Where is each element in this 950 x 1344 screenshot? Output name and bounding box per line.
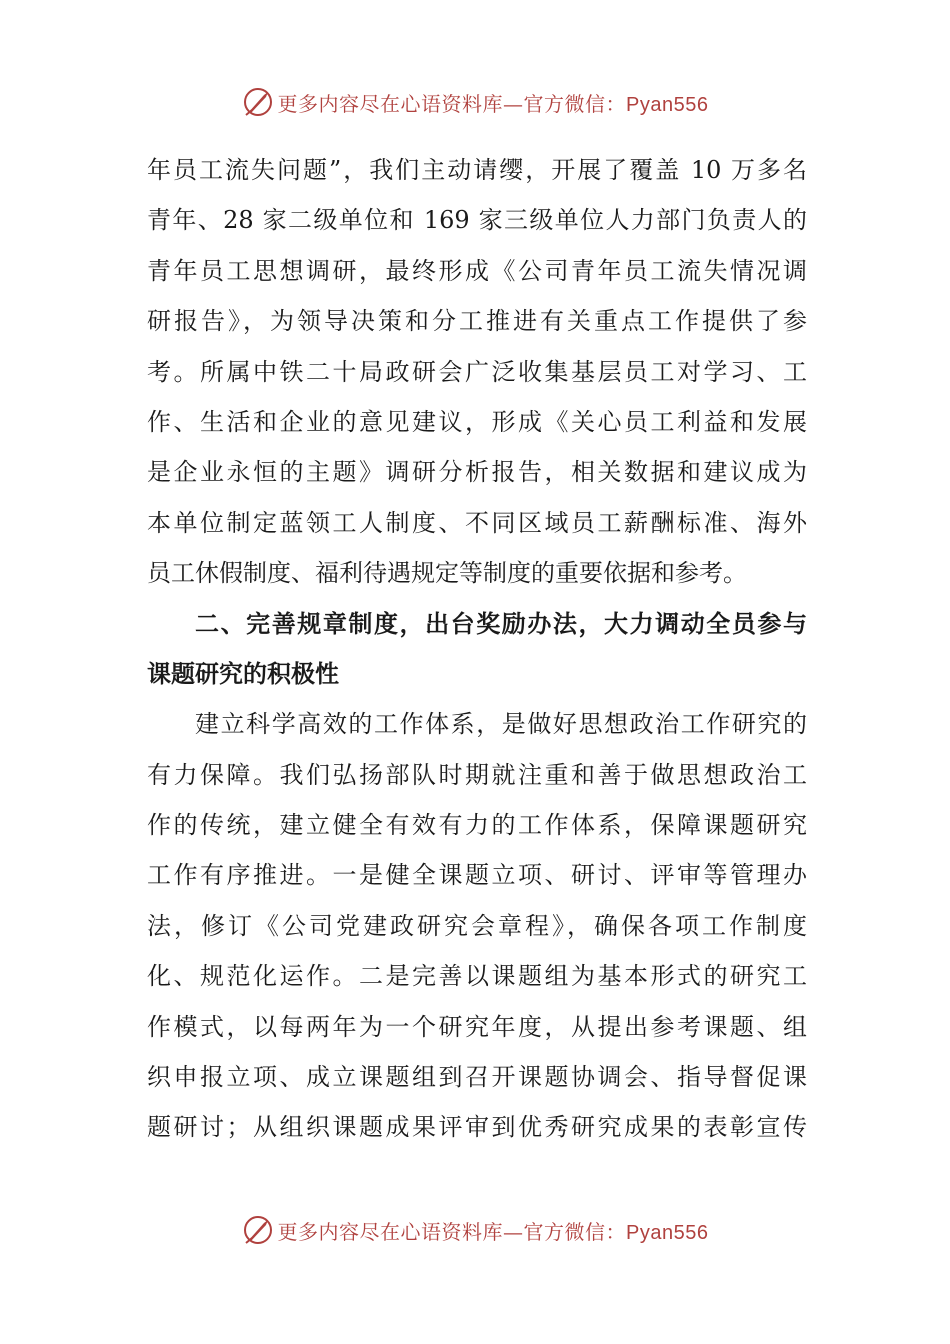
footer-watermark-banner — [0, 1210, 950, 1250]
body-line: 作的传统，建立健全有效有力的工作体系，保障课题研究 — [147, 811, 807, 840]
body-line: 织申报立项、成立课题组到召开课题协调会、指导督促课 — [147, 1063, 807, 1092]
body-line: 是企业永恒的主题》调研分析报告，相关数据和建议成为 — [147, 458, 807, 487]
body-line: 青年、28 家二级单位和 169 家三级单位人力部门负责人的 — [147, 206, 807, 235]
body-line: 年员工流失问题”，我们主动请缨，开展了覆盖 10 万多名 — [147, 156, 807, 184]
body-line: 工作有序推进。一是健全课题立项、研讨、评审等管理办 — [147, 861, 807, 890]
body-line: 题研讨；从组织课题成果评审到优秀研究成果的表彰宣传 — [147, 1113, 807, 1142]
quill-pen-logo-icon — [242, 1214, 274, 1246]
body-line: 作、生活和企业的意见建议，形成《关心员工利益和发展 — [147, 407, 807, 436]
body-line: 考。所属中铁二十局政研会广泛收集基层员工对学习、工 — [147, 357, 807, 386]
wechat-id: Pyan556 — [626, 1221, 709, 1244]
document-body — [147, 145, 807, 1153]
body-line: 研报告》，为领导决策和分工推进有关重点工作提供了参 — [147, 307, 807, 336]
section-heading: 课题研究的积极性 — [147, 659, 339, 688]
section-heading: 二、完善规章制度，出台奖励办法，大力调动全员参与 — [195, 609, 807, 638]
watermark-text: 更多内容尽在心语资料库—官方微信：Pyan556 — [277, 91, 709, 116]
body-line: 建立科学高效的工作体系，是做好思想政治工作研究的 — [195, 710, 807, 739]
watermark-text: 更多内容尽在心语资料库—官方微信：Pyan556 — [277, 1219, 709, 1244]
body-line: 青年员工思想调研，最终形成《公司青年员工流失情况调 — [147, 256, 807, 285]
body-line: 员工休假制度、福利待遇规定等制度的重要依据和参考。 — [147, 559, 747, 588]
quill-pen-logo-icon — [242, 86, 274, 118]
body-line: 化、规范化运作。二是完善以课题组为基本形式的研究工 — [147, 962, 807, 991]
body-line: 有力保障。我们弘扬部队时期就注重和善于做思想政治工 — [147, 760, 807, 789]
body-line: 作模式，以每两年为一个研究年度，从提出参考课题、组 — [147, 1012, 807, 1041]
body-line: 法，修订《公司党建政研究会章程》，确保各项工作制度 — [147, 911, 807, 940]
header-watermark-banner — [0, 82, 950, 122]
wechat-id: Pyan556 — [626, 93, 709, 116]
body-line: 本单位制定蓝领工人制度、不同区域员工薪酬标准、海外 — [147, 508, 807, 537]
